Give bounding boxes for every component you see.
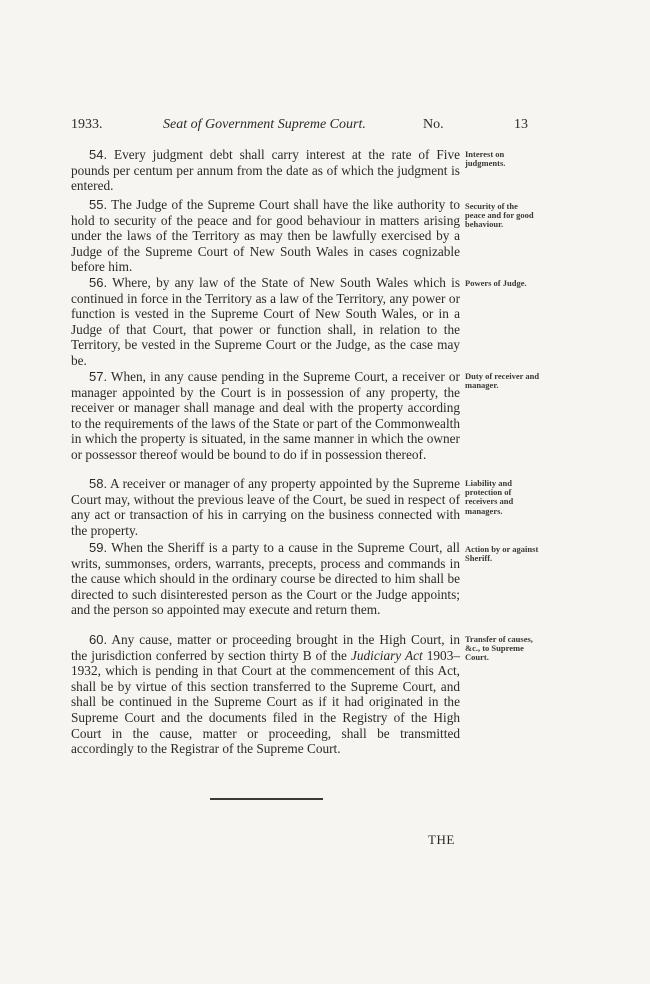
section-number: 56. — [89, 275, 108, 290]
section-number: 60. — [89, 632, 108, 647]
header-act-number: No. — [423, 117, 444, 132]
section-54-paragraph — [71, 147, 460, 194]
catchword: THE — [428, 832, 455, 847]
section-56-paragraph — [71, 275, 460, 369]
marginal-note-55: Security of the peace and for good behaviour. — [465, 201, 534, 230]
section-text: Every judgment debt shall carry interest at the rate of Five pounds per centum per annum from the date as of which the judgment is entered. — [71, 147, 461, 194]
header-year: 1933. — [71, 117, 103, 132]
section-56 — [71, 275, 460, 369]
section-59 — [71, 540, 460, 618]
end-rule — [210, 798, 323, 800]
section-number: 54. — [89, 147, 108, 162]
page-number: 13 — [514, 117, 528, 132]
marginal-note-58: Liability and protection of receivers and managers. — [465, 478, 514, 516]
marginal-note-57: Duty of receiver and manager. — [465, 371, 540, 391]
section-number: 58. — [89, 476, 108, 491]
section-text: Where, by any law of the State of New South Wales which is continued in force in the Territory as a law of the Territory, any power or function is vested in the Supreme Court of New South Wales, or in a Judge of that Court, that power or function shall, in relation to the Territory, be vested in the Supreme Court or the Judge, as the case may be. — [71, 275, 460, 368]
section-60 — [71, 632, 460, 757]
section-text: When, in any cause pending in the Supreme Court, a receiver or manager appointed by the Court is in possession of any property, the receiver or manager shall manage and deal with the property according to the requirements of the laws of the State or part of the Commonwealth in which the property is situated, in the same manner in which the owner or possessor thereof would be bound to do if in possession thereof. — [71, 369, 460, 462]
section-58 — [71, 476, 460, 538]
marginal-note-60: Transfer of causes, &c., to Supreme Court. — [465, 634, 533, 663]
page-header — [71, 117, 531, 137]
section-number: 57. — [89, 369, 108, 384]
section-number: 55. — [89, 197, 108, 212]
marginal-note-54: Interest on judgments. — [465, 149, 506, 169]
section-54 — [71, 147, 460, 194]
section-57 — [71, 369, 460, 463]
section-text: When the Sheriff is a party to a cause in the Supreme Court, all writs, summonses, orders, warrants, precepts, process and commands in the cause which should in the ordinary course be directed to him shall be directed to such disinterested person as the Court or the Judge appoints; and the person so appointed may execute and return them. — [71, 540, 460, 618]
header-title: Seat of Government Supreme Court. — [163, 117, 366, 132]
section-text-part-2: 1903–1932, which is pending in that Court at the commencement of this Act, shall be by virtue of this section transferred to the Supreme Court, and shall be continued in the Supreme Court as if it had originated in the Supreme Court and the documents filed in the Registry of the High Court in the cause, matter or proceeding, shall be transmitted accordingly to the Registrar of the Supreme Court. — [71, 647, 460, 757]
act-title: Judiciary Act — [350, 647, 423, 663]
section-60-paragraph — [71, 632, 460, 757]
section-59-paragraph — [71, 540, 460, 618]
section-text: The Judge of the Supreme Court shall have the like authority to hold to security of the peace and for good behaviour in matters arising under the laws of the Territory as may then be lawfully exercised by a Judge of the Supreme Court of New South Wales in cases cognizable before him. — [71, 197, 460, 275]
section-text-part-1: Any cause, matter or proceeding brought in the High Court, in the jurisdiction conferred by section thirty B of the — [71, 632, 460, 663]
section-57-paragraph — [71, 369, 460, 463]
section-text: A receiver or manager of any property appointed by the Supreme Court may, without the previous leave of the Court, be sued in respect of any act or transaction of his in carrying on the business connected with the property. — [71, 476, 460, 538]
marginal-note-56: Powers of Judge. — [465, 278, 527, 288]
section-58-paragraph — [71, 476, 460, 538]
section-55-paragraph — [71, 197, 460, 275]
section-number: 59. — [89, 540, 108, 555]
section-55 — [71, 197, 460, 275]
marginal-note-59: Action by or against Sheriff. — [465, 544, 539, 564]
